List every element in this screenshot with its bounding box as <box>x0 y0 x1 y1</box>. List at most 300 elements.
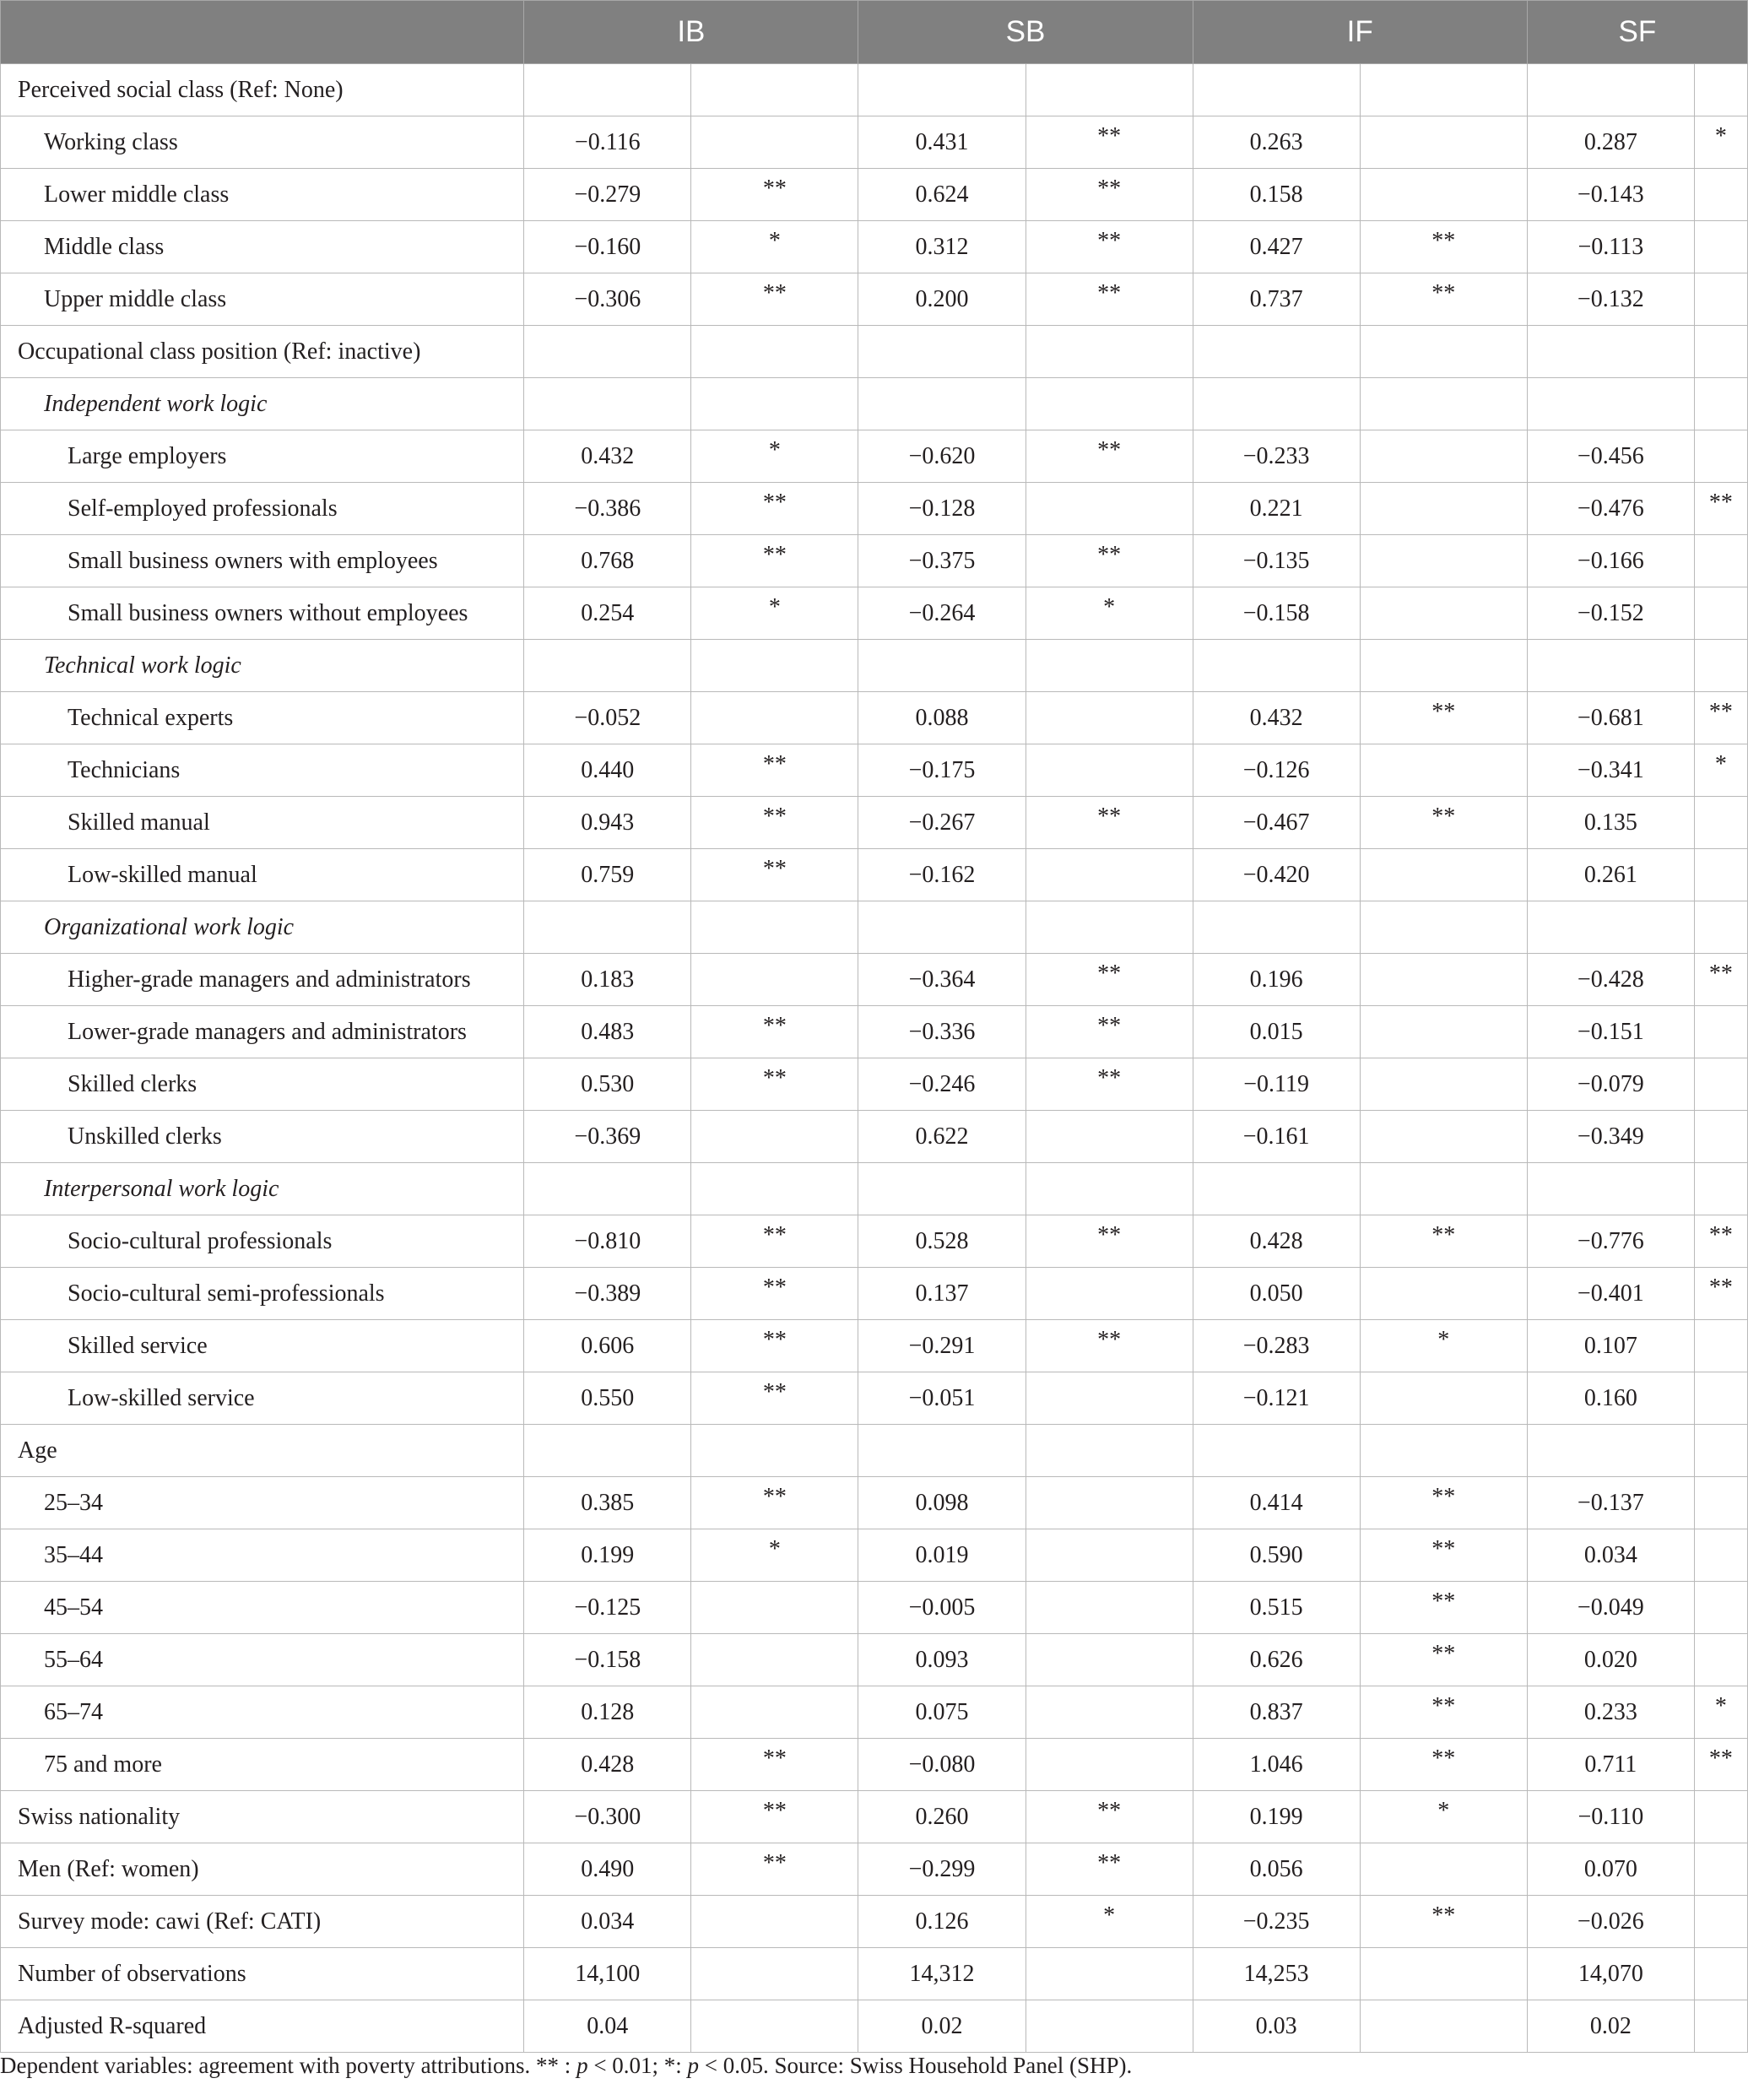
significance-cell <box>691 273 858 326</box>
row-label: Organizational work logic <box>1 901 524 954</box>
significance-cell <box>1360 64 1527 116</box>
significance-stars: ** <box>1097 1012 1122 1039</box>
coefficient-cell: −0.428 <box>1527 954 1694 1006</box>
significance-cell <box>1694 1006 1747 1058</box>
table-row <box>1 1739 1748 1791</box>
significance-stars: ** <box>1708 698 1733 725</box>
table-row <box>1 1896 1748 1948</box>
coefficient-cell: −0.051 <box>858 1372 1026 1425</box>
significance-cell <box>1694 1268 1747 1320</box>
coefficient-cell: 0.414 <box>1193 1477 1360 1529</box>
significance-stars: * <box>1714 1692 1727 1719</box>
significance-cell <box>1026 1686 1193 1739</box>
table-row <box>1 744 1748 797</box>
coefficient-cell: −0.299 <box>858 1843 1026 1896</box>
coefficient-cell: 0.137 <box>858 1268 1026 1320</box>
row-label: Large employers <box>1 430 524 483</box>
coefficient-cell: −0.300 <box>524 1791 691 1843</box>
significance-stars: ** <box>762 489 787 516</box>
significance-cell <box>1694 744 1747 797</box>
significance-cell <box>691 797 858 849</box>
coefficient-cell: −0.158 <box>524 1634 691 1686</box>
coefficient-cell: 0.135 <box>1527 797 1694 849</box>
significance-stars: ** <box>1097 960 1122 987</box>
coefficient-cell: −0.476 <box>1527 483 1694 535</box>
coefficient-cell: −0.264 <box>858 587 1026 640</box>
coefficient-cell: −0.291 <box>858 1320 1026 1372</box>
coefficient-cell: −0.386 <box>524 483 691 535</box>
coefficient-cell: 0.737 <box>1193 273 1360 326</box>
significance-cell <box>1026 221 1193 273</box>
coefficient-cell: 0.126 <box>858 1896 1026 1948</box>
table-row <box>1 221 1748 273</box>
table-row <box>1 1529 1748 1582</box>
coefficient-cell: 0.428 <box>1193 1215 1360 1268</box>
coefficient-cell: 0.261 <box>1527 849 1694 901</box>
significance-stars: ** <box>762 750 787 777</box>
table-row <box>1 1058 1748 1111</box>
coefficient-cell: 0.200 <box>858 273 1026 326</box>
significance-cell <box>1026 587 1193 640</box>
coefficient-cell: 0.158 <box>1193 169 1360 221</box>
significance-stars: ** <box>1431 227 1456 254</box>
significance-cell <box>691 1582 858 1634</box>
coefficient-cell: −0.151 <box>1527 1006 1694 1058</box>
significance-cell <box>1694 169 1747 221</box>
significance-stars: ** <box>762 1274 787 1301</box>
table-row <box>1 849 1748 901</box>
table-body <box>1 64 1748 2053</box>
row-label: Low-skilled service <box>1 1372 524 1425</box>
coefficient-cell: 0.02 <box>1527 2000 1694 2053</box>
significance-cell <box>1360 692 1527 744</box>
coefficient-cell: −0.420 <box>1193 849 1360 901</box>
significance-stars: ** <box>1431 803 1456 830</box>
coefficient-cell: 0.034 <box>1527 1529 1694 1582</box>
coefficient-cell: 0.483 <box>524 1006 691 1058</box>
significance-cell <box>1026 378 1193 430</box>
significance-stars: ** <box>1431 698 1456 725</box>
significance-cell <box>1360 273 1527 326</box>
coefficient-cell: −0.049 <box>1527 1582 1694 1634</box>
coefficient-cell: 0.070 <box>1527 1843 1694 1896</box>
significance-cell <box>1360 1268 1527 1320</box>
significance-stars: * <box>1103 593 1116 620</box>
coefficient-cell: 0.385 <box>524 1477 691 1529</box>
coefficient-cell <box>1193 901 1360 954</box>
row-label: Upper middle class <box>1 273 524 326</box>
coefficient-cell: 0.490 <box>524 1843 691 1896</box>
significance-stars: ** <box>1708 1221 1733 1248</box>
significance-cell <box>691 1372 858 1425</box>
coefficient-cell: −0.467 <box>1193 797 1360 849</box>
table-row <box>1 169 1748 221</box>
coefficient-cell: −0.369 <box>524 1111 691 1163</box>
significance-cell <box>1694 378 1747 430</box>
significance-cell <box>1694 483 1747 535</box>
significance-cell <box>1694 116 1747 169</box>
coefficient-cell: 0.515 <box>1193 1582 1360 1634</box>
coefficient-cell: 0.128 <box>524 1686 691 1739</box>
row-label: Skilled manual <box>1 797 524 849</box>
coefficient-cell: −0.137 <box>1527 1477 1694 1529</box>
significance-cell <box>1694 1896 1747 1948</box>
significance-cell <box>691 587 858 640</box>
coefficient-cell <box>524 640 691 692</box>
table-header-row <box>1 1 1748 64</box>
significance-stars: ** <box>1431 1535 1456 1562</box>
coefficient-cell: 0.711 <box>1527 1739 1694 1791</box>
significance-cell <box>691 1268 858 1320</box>
row-label: Technical work logic <box>1 640 524 692</box>
significance-cell <box>691 1425 858 1477</box>
coefficient-cell: 0.034 <box>524 1896 691 1948</box>
row-label: Lower-grade managers and administrators <box>1 1006 524 1058</box>
significance-stars: ** <box>1431 1692 1456 1719</box>
significance-cell <box>1360 1006 1527 1058</box>
significance-cell <box>1694 535 1747 587</box>
coefficient-cell <box>524 378 691 430</box>
coefficient-cell: 0.431 <box>858 116 1026 169</box>
coefficient-cell: −0.306 <box>524 273 691 326</box>
coefficient-cell: 0.088 <box>858 692 1026 744</box>
significance-cell <box>1694 1111 1747 1163</box>
significance-cell <box>1360 535 1527 587</box>
row-label: Self-employed professionals <box>1 483 524 535</box>
coefficient-cell <box>858 326 1026 378</box>
row-label: 45–54 <box>1 1582 524 1634</box>
table-row <box>1 273 1748 326</box>
coefficient-cell <box>524 901 691 954</box>
significance-cell <box>691 535 858 587</box>
table-footnote <box>0 2053 1748 2079</box>
significance-stars: ** <box>762 1483 787 1510</box>
significance-cell <box>1694 430 1747 483</box>
table-row <box>1 1791 1748 1843</box>
row-label: Swiss nationality <box>1 1791 524 1843</box>
row-label: Socio-cultural semi-professionals <box>1 1268 524 1320</box>
row-label: Adjusted R-squared <box>1 2000 524 2053</box>
coefficient-cell: 0.626 <box>1193 1634 1360 1686</box>
significance-cell <box>1026 1477 1193 1529</box>
table-row <box>1 2000 1748 2053</box>
coefficient-cell: −0.026 <box>1527 1896 1694 1948</box>
coefficient-cell: −0.121 <box>1193 1372 1360 1425</box>
significance-stars: ** <box>1708 960 1733 987</box>
significance-stars: ** <box>1431 1745 1456 1772</box>
row-label: Occupational class position (Ref: inactive) <box>1 326 524 378</box>
significance-cell <box>1694 1686 1747 1739</box>
row-label: Low-skilled manual <box>1 849 524 901</box>
significance-cell <box>691 744 858 797</box>
coefficient-cell <box>1527 901 1694 954</box>
coefficient-cell: −0.235 <box>1193 1896 1360 1948</box>
significance-stars: ** <box>762 855 787 882</box>
coefficient-cell: −0.113 <box>1527 221 1694 273</box>
significance-stars: * <box>1103 1902 1116 1929</box>
significance-cell <box>1360 1896 1527 1948</box>
coefficient-cell <box>524 1163 691 1215</box>
significance-cell <box>1026 1320 1193 1372</box>
significance-cell <box>691 1320 858 1372</box>
coefficient-cell: −0.110 <box>1527 1791 1694 1843</box>
significance-cell <box>1360 1111 1527 1163</box>
column-header-ib: IB <box>524 1 858 64</box>
coefficient-cell: −0.279 <box>524 169 691 221</box>
significance-cell <box>691 221 858 273</box>
significance-stars: ** <box>1431 279 1456 306</box>
coefficient-cell <box>1527 378 1694 430</box>
significance-cell <box>691 1896 858 1948</box>
significance-stars: ** <box>1097 803 1122 830</box>
table-row <box>1 797 1748 849</box>
significance-stars: ** <box>1431 1640 1456 1667</box>
coefficient-cell <box>524 326 691 378</box>
coefficient-cell: −0.119 <box>1193 1058 1360 1111</box>
significance-cell <box>1026 954 1193 1006</box>
coefficient-cell <box>1527 1425 1694 1477</box>
footnote-p-2: p <box>687 2053 700 2078</box>
significance-stars: ** <box>1097 227 1122 254</box>
coefficient-cell: 0.768 <box>524 535 691 587</box>
coefficient-cell: −0.161 <box>1193 1111 1360 1163</box>
coefficient-cell: 0.183 <box>524 954 691 1006</box>
coefficient-cell: 0.287 <box>1527 116 1694 169</box>
row-label: Working class <box>1 116 524 169</box>
coefficient-cell: 0.019 <box>858 1529 1026 1582</box>
significance-cell <box>1694 1163 1747 1215</box>
table-row <box>1 483 1748 535</box>
table-row <box>1 1425 1748 1477</box>
row-label: Small business owners without employees <box>1 587 524 640</box>
row-label: Number of observations <box>1 1948 524 2000</box>
coefficient-cell: −0.158 <box>1193 587 1360 640</box>
coefficient-cell: 1.046 <box>1193 1739 1360 1791</box>
significance-cell <box>1026 1843 1193 1896</box>
significance-stars: ** <box>762 1064 787 1091</box>
significance-cell <box>1360 1215 1527 1268</box>
coefficient-cell: 0.254 <box>524 587 691 640</box>
table-row <box>1 692 1748 744</box>
significance-cell <box>691 1058 858 1111</box>
significance-cell <box>1694 954 1747 1006</box>
coefficient-cell: −0.620 <box>858 430 1026 483</box>
coefficient-cell: −0.681 <box>1527 692 1694 744</box>
significance-stars: * <box>1714 122 1727 149</box>
coefficient-cell: 0.432 <box>524 430 691 483</box>
coefficient-cell: −0.233 <box>1193 430 1360 483</box>
row-label: Survey mode: cawi (Ref: CATI) <box>1 1896 524 1948</box>
significance-cell <box>1360 640 1527 692</box>
significance-cell <box>1026 744 1193 797</box>
significance-cell <box>1694 1058 1747 1111</box>
coefficient-cell: 0.622 <box>858 1111 1026 1163</box>
coefficient-cell <box>858 640 1026 692</box>
significance-cell <box>1360 1948 1527 2000</box>
significance-cell <box>1026 1529 1193 1582</box>
significance-stars: * <box>768 436 781 463</box>
row-label: Technicians <box>1 744 524 797</box>
significance-cell <box>1694 640 1747 692</box>
significance-cell <box>691 849 858 901</box>
significance-cell <box>1694 64 1747 116</box>
significance-cell <box>691 1006 858 1058</box>
significance-stars: ** <box>1097 1064 1122 1091</box>
coefficient-cell: −0.143 <box>1527 169 1694 221</box>
significance-cell <box>691 1477 858 1529</box>
significance-cell <box>1694 1320 1747 1372</box>
significance-stars: ** <box>1097 1797 1122 1824</box>
significance-cell <box>1360 1058 1527 1111</box>
significance-cell <box>691 1163 858 1215</box>
significance-cell <box>691 1739 858 1791</box>
footnote-text-2: < 0.01; *: <box>587 2053 688 2078</box>
significance-cell <box>1026 535 1193 587</box>
significance-cell <box>1360 221 1527 273</box>
significance-cell <box>1360 587 1527 640</box>
table-row <box>1 1163 1748 1215</box>
significance-cell <box>691 692 858 744</box>
significance-cell <box>691 169 858 221</box>
significance-cell <box>1026 797 1193 849</box>
table-row <box>1 1686 1748 1739</box>
coefficient-cell: 0.160 <box>1527 1372 1694 1425</box>
coefficient-cell: −0.116 <box>524 116 691 169</box>
significance-cell <box>691 1634 858 1686</box>
table-row <box>1 587 1748 640</box>
coefficient-cell: 0.02 <box>858 2000 1026 2053</box>
significance-cell <box>1026 1268 1193 1320</box>
coefficient-cell: 14,070 <box>1527 1948 1694 2000</box>
significance-cell <box>1694 326 1747 378</box>
coefficient-cell <box>858 64 1026 116</box>
coefficient-cell: −0.341 <box>1527 744 1694 797</box>
row-label: Interpersonal work logic <box>1 1163 524 1215</box>
significance-stars: ** <box>1708 1745 1733 1772</box>
coefficient-cell: 0.050 <box>1193 1268 1360 1320</box>
coefficient-cell: −0.126 <box>1193 744 1360 797</box>
coefficient-cell: −0.152 <box>1527 587 1694 640</box>
row-label: Skilled clerks <box>1 1058 524 1111</box>
significance-stars: ** <box>1708 1274 1733 1301</box>
coefficient-cell <box>524 1425 691 1477</box>
coefficient-cell: −0.175 <box>858 744 1026 797</box>
coefficient-cell <box>1193 1425 1360 1477</box>
significance-cell <box>1026 1896 1193 1948</box>
significance-stars: ** <box>1431 1221 1456 1248</box>
coefficient-cell: 0.199 <box>524 1529 691 1582</box>
significance-stars: ** <box>762 1378 787 1405</box>
coefficient-cell: 0.196 <box>1193 954 1360 1006</box>
significance-cell <box>1026 1948 1193 2000</box>
coefficient-cell: −0.375 <box>858 535 1026 587</box>
coefficient-cell: 0.020 <box>1527 1634 1694 1686</box>
coefficient-cell: −0.162 <box>858 849 1026 901</box>
row-label: Unskilled clerks <box>1 1111 524 1163</box>
significance-cell <box>1694 901 1747 954</box>
footnote-p-1: p <box>576 2053 588 2078</box>
significance-cell <box>1026 1582 1193 1634</box>
significance-cell <box>1360 1843 1527 1896</box>
significance-cell <box>1694 1215 1747 1268</box>
table-row <box>1 1843 1748 1896</box>
significance-cell <box>1694 273 1747 326</box>
significance-stars: ** <box>1431 1588 1456 1615</box>
significance-stars: ** <box>1097 122 1122 149</box>
significance-stars: * <box>768 227 781 254</box>
significance-cell <box>1694 2000 1747 2053</box>
significance-stars: ** <box>1097 1221 1122 1248</box>
significance-stars: ** <box>1097 541 1122 568</box>
coefficient-cell: 0.440 <box>524 744 691 797</box>
significance-cell <box>1360 1163 1527 1215</box>
coefficient-cell <box>858 1163 1026 1215</box>
coefficient-cell <box>858 378 1026 430</box>
significance-cell <box>1360 954 1527 1006</box>
significance-cell <box>1026 1163 1193 1215</box>
coefficient-cell <box>858 901 1026 954</box>
significance-stars: * <box>768 593 781 620</box>
significance-cell <box>1360 1477 1527 1529</box>
significance-cell <box>691 2000 858 2053</box>
significance-cell <box>1694 221 1747 273</box>
footnote-text-3: < 0.05. Source: Swiss Household Panel (SHP). <box>699 2053 1133 2078</box>
coefficient-cell <box>1527 64 1694 116</box>
coefficient-cell: 0.528 <box>858 1215 1026 1268</box>
significance-cell <box>1360 1582 1527 1634</box>
coefficient-cell: 0.312 <box>858 221 1026 273</box>
significance-cell <box>1360 1529 1527 1582</box>
coefficient-cell <box>1193 326 1360 378</box>
significance-cell <box>1026 483 1193 535</box>
coefficient-cell: −0.283 <box>1193 1320 1360 1372</box>
significance-cell <box>1360 1320 1527 1372</box>
significance-cell <box>1360 483 1527 535</box>
column-header-if: IF <box>1193 1 1527 64</box>
significance-cell <box>1360 744 1527 797</box>
coefficient-cell: 0.624 <box>858 169 1026 221</box>
coefficient-cell: 0.263 <box>1193 116 1360 169</box>
significance-cell <box>691 901 858 954</box>
coefficient-cell <box>1193 640 1360 692</box>
significance-cell <box>1360 1634 1527 1686</box>
significance-stars: ** <box>1097 279 1122 306</box>
significance-stars: * <box>1437 1326 1450 1353</box>
row-label: Small business owners with employees <box>1 535 524 587</box>
significance-cell <box>1694 1477 1747 1529</box>
row-label: Perceived social class (Ref: None) <box>1 64 524 116</box>
footnote-text-1: Dependent variables: agreement with poverty attributions. ** : <box>0 2053 577 2078</box>
coefficient-cell: −0.364 <box>858 954 1026 1006</box>
significance-stars: ** <box>1708 489 1733 516</box>
coefficient-cell: −0.128 <box>858 483 1026 535</box>
significance-cell <box>691 1111 858 1163</box>
coefficient-cell: −0.401 <box>1527 1268 1694 1320</box>
coefficient-cell: −0.125 <box>524 1582 691 1634</box>
coefficient-cell: −0.079 <box>1527 1058 1694 1111</box>
significance-stars: ** <box>762 1012 787 1039</box>
coefficient-cell: 0.098 <box>858 1477 1026 1529</box>
row-label: 75 and more <box>1 1739 524 1791</box>
significance-cell <box>1694 1948 1747 2000</box>
significance-cell <box>1360 2000 1527 2053</box>
significance-cell <box>691 483 858 535</box>
coefficient-cell: 0.107 <box>1527 1320 1694 1372</box>
coefficient-cell: 14,100 <box>524 1948 691 2000</box>
significance-cell <box>691 116 858 169</box>
coefficient-cell: 0.550 <box>524 1372 691 1425</box>
significance-cell <box>1026 1111 1193 1163</box>
